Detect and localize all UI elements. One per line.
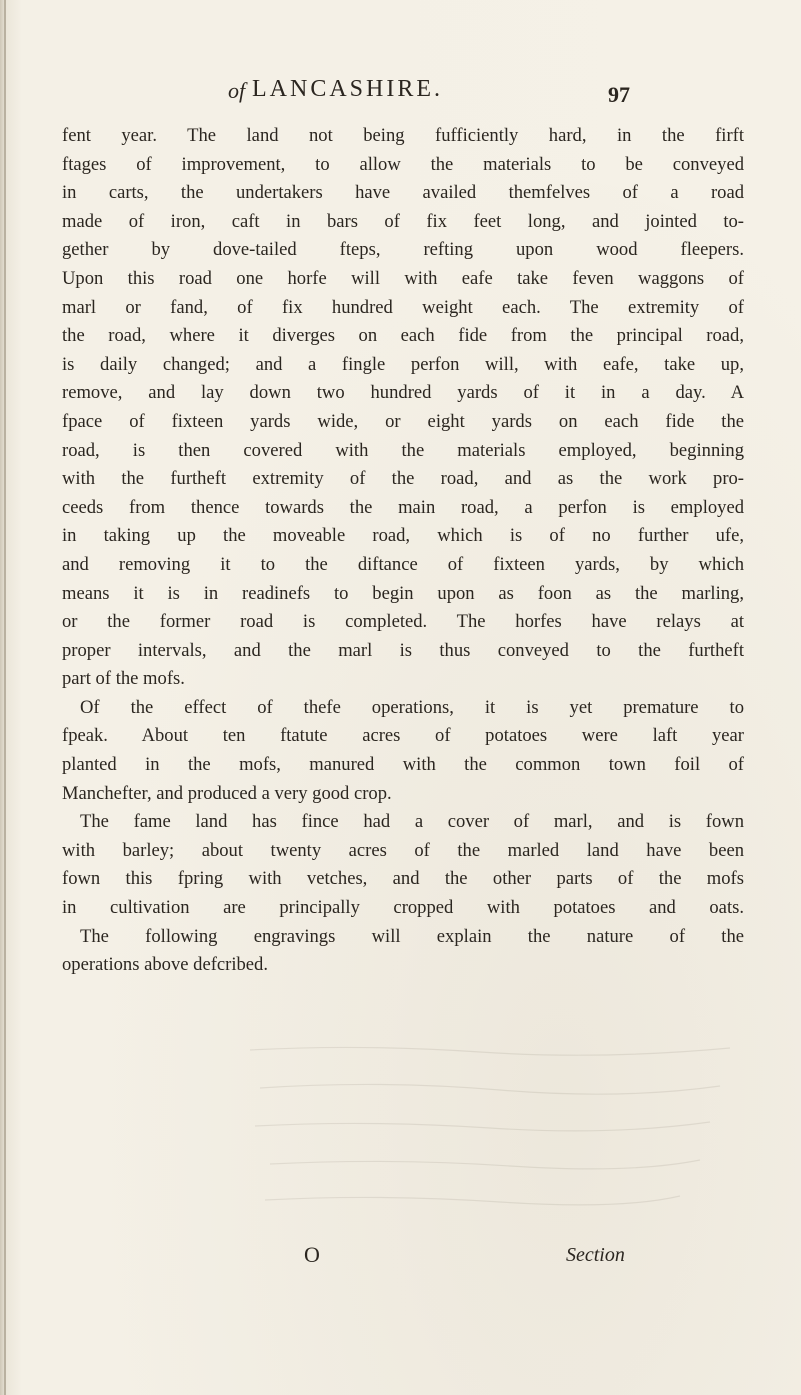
text-line: remove, and lay down two hundred yards of it in a day. A	[62, 382, 744, 404]
binding-edge	[4, 0, 6, 1395]
text-line: with the furtheft extremity of the road, and as the work pro-	[62, 468, 744, 490]
text-line: in carts, the undertakers have availed themfelves of a road	[62, 182, 744, 204]
text-line: the road, where it diverges on each fide from the principal road,	[62, 325, 744, 347]
text-line: ftages of improvement, to allow the materials to be conveyed	[62, 153, 744, 175]
text-line: part of the mofs.	[62, 668, 185, 690]
text-line: planted in the mofs, manured with the common town foil of	[62, 754, 744, 776]
text-line: marl or fand, of fix hundred weight each. The extremity of	[62, 296, 744, 318]
text-line: proper intervals, and the marl is thus conveyed to the furtheft	[62, 639, 744, 661]
text-line: Upon this road one horfe will with eafe take feven waggons of	[62, 267, 744, 289]
text-line: in cultivation are principally cropped with potatoes and oats.	[62, 897, 744, 919]
text-line: ceeds from thence towards the main road, a perfon is employed	[62, 496, 744, 518]
text-line: operations above defcribed.	[62, 954, 268, 976]
text-line: or the former road is completed. The horfes have relays at	[62, 611, 744, 633]
bleed-through-texture	[240, 1030, 740, 1230]
signature-mark: O	[304, 1242, 320, 1267]
text-line: made of iron, caft in bars of fix feet long, and jointed to-	[62, 210, 744, 232]
text-line: fown this fpring with vetches, and the other parts of the mofs	[62, 868, 744, 890]
page-footer	[0, 1242, 801, 1282]
text-line: The following engravings will explain the nature of the	[80, 925, 744, 947]
text-line: in taking up the moveable road, which is of no further ufe,	[62, 525, 744, 547]
text-line: The fame land has fince had a cover of marl, and is fown	[80, 811, 744, 833]
catchword: Section	[566, 1244, 625, 1266]
body-text	[62, 122, 744, 980]
header-title: LANCASHIRE.	[252, 76, 444, 102]
text-line: fpace of fixteen yards wide, or eight yards on each fide the	[62, 410, 744, 432]
text-line: is daily changed; and a fingle perfon will, with eafe, take up,	[62, 353, 744, 375]
text-line: Of the effect of thefe operations, it is yet premature to	[80, 696, 744, 718]
text-line: Manchefter, and produced a very good crop.	[62, 782, 392, 804]
text-line: fent year. The land not being fufficiently hard, in the firft	[62, 125, 744, 146]
text-line: means it is in readinefs to begin upon as foon as the marling,	[62, 582, 744, 604]
text-line: with barley; about twenty acres of the marled land have been	[62, 839, 744, 861]
text-line: road, is then covered with the materials employed, beginning	[62, 439, 744, 461]
header-prefix: of	[228, 78, 246, 103]
running-header	[0, 78, 801, 118]
text-line: and removing it to the diftance of fixteen yards, by which	[62, 553, 744, 575]
text-line: fpeak. About ten ftatute acres of potatoes were laft year	[62, 725, 744, 747]
page-number: 97	[608, 82, 630, 107]
text-line: gether by dove-tailed fteps, refting upon wood fleepers.	[62, 239, 744, 261]
